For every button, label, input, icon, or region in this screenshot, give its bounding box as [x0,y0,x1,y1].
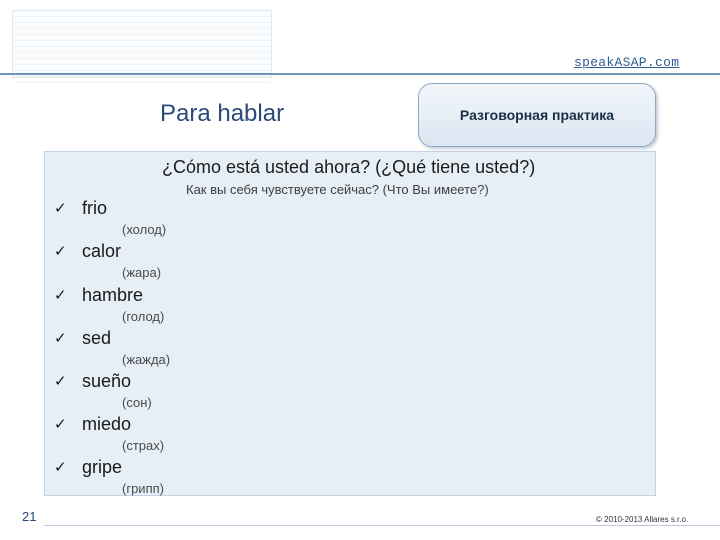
vocab-translation: (грипп) [122,481,164,496]
vocab-word: hambre [82,285,144,305]
checkmark-icon: ✓ [54,199,67,217]
checkmark-icon: ✓ [54,286,67,304]
vocab-word: sueño [82,371,132,391]
vocab-translation: (сон) [122,395,152,410]
vocab-word: gripe [82,457,123,477]
copyright-notice: © 2010-2013 Allares s.r.o. [596,515,689,524]
thumbnail-table [12,10,272,78]
checkmark-icon: ✓ [54,458,67,476]
vocab-translation: (голод) [122,309,165,324]
checkmark-icon: ✓ [54,372,67,390]
vocab-translation: (страх) [122,438,165,453]
practice-badge-label: Разговорная практика [459,107,615,123]
practice-badge [418,83,656,147]
checkmark-icon: ✓ [54,242,67,260]
vocab-translation: (жара) [122,265,162,280]
question-russian: Как вы себя чувствуете сейчас? (Что Вы имеете?) [186,182,489,197]
vocab-word: miedo [82,414,132,434]
vocab-word: frio [82,198,108,218]
vocab-word: calor [82,241,122,261]
vocab-translation: (холод) [122,222,167,237]
question-spanish: ¿Cómo está usted ahora? (¿Qué tiene usted?) [162,157,536,177]
vocab-translation: (жажда) [122,352,171,367]
brand-link[interactable]: speakASAP.com [574,55,680,70]
vocab-word: sed [82,328,112,348]
slide-heading: Para hablar [160,100,285,127]
page-number: 21 [22,509,37,524]
checkmark-icon: ✓ [54,415,67,433]
footer-divider [44,525,720,526]
checkmark-icon: ✓ [54,329,67,347]
header-divider [0,73,720,75]
